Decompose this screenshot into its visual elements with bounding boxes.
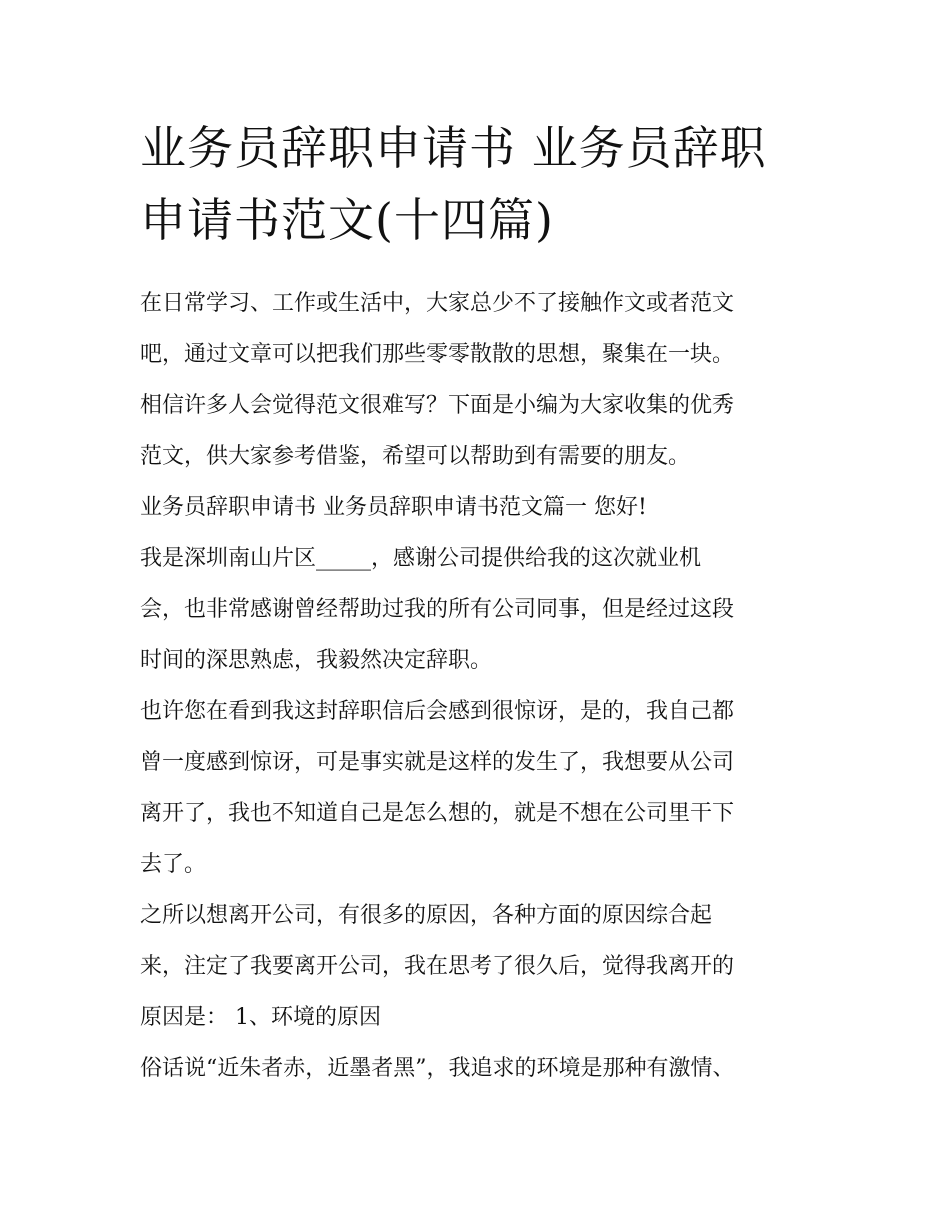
body-line-12: 去了。 [140,852,207,877]
body-line-15: 原因是： 1、环境的原因 [140,1005,381,1030]
body-line-6: 我是深圳南山片区_____，感谢公司提供给我的这次就业机 [140,546,702,571]
body-line-10: 曾一度感到惊讶，可是事实就是这样的发生了，我想要从公司 [140,750,735,775]
body-line-1: 在日常学习、工作或生活中，大家总少不了接触作文或者范文 [140,291,735,316]
body-line-3: 相信许多人会觉得范文很难写？下面是小编为大家收集的优秀 [140,393,735,418]
body-line-8: 时间的深思熟虑，我毅然决定辞职。 [140,648,493,673]
body-line-4: 范文，供大家参考借鉴，希望可以帮助到有需要的朋友。 [140,444,691,469]
title-line-1: 业务员辞职申请书 业务员辞职 [140,121,767,175]
document-title [140,112,820,256]
body-line-2: 吧，通过文章可以把我们那些零零散散的思想，聚集在一块。 [140,342,735,367]
body-line-16: 俗话说“近朱者赤，近墨者黑”，我追求的环境是那种有激情、 [140,1056,735,1081]
body-line-9: 也许您在看到我这封辞职信后会感到很惊讶，是的，我自己都 [140,699,735,724]
section-heading-line: 业务员辞职申请书 业务员辞职申请书范文篇一 您好! [140,495,647,520]
body-line-13: 之所以想离开公司，有很多的原因，各种方面的原因综合起 [140,903,713,928]
body-line-11: 离开了，我也不知道自己是怎么想的，就是不想在公司里干下 [140,801,735,826]
body-line-7: 会，也非常感谢曾经帮助过我的所有公司同事，但是经过这段 [140,597,735,622]
body-line-14: 来，注定了我要离开公司，我在思考了很久后，觉得我离开的 [140,954,735,979]
title-line-2: 申请书范文(十四篇) [140,193,554,247]
document-page [140,112,820,1094]
